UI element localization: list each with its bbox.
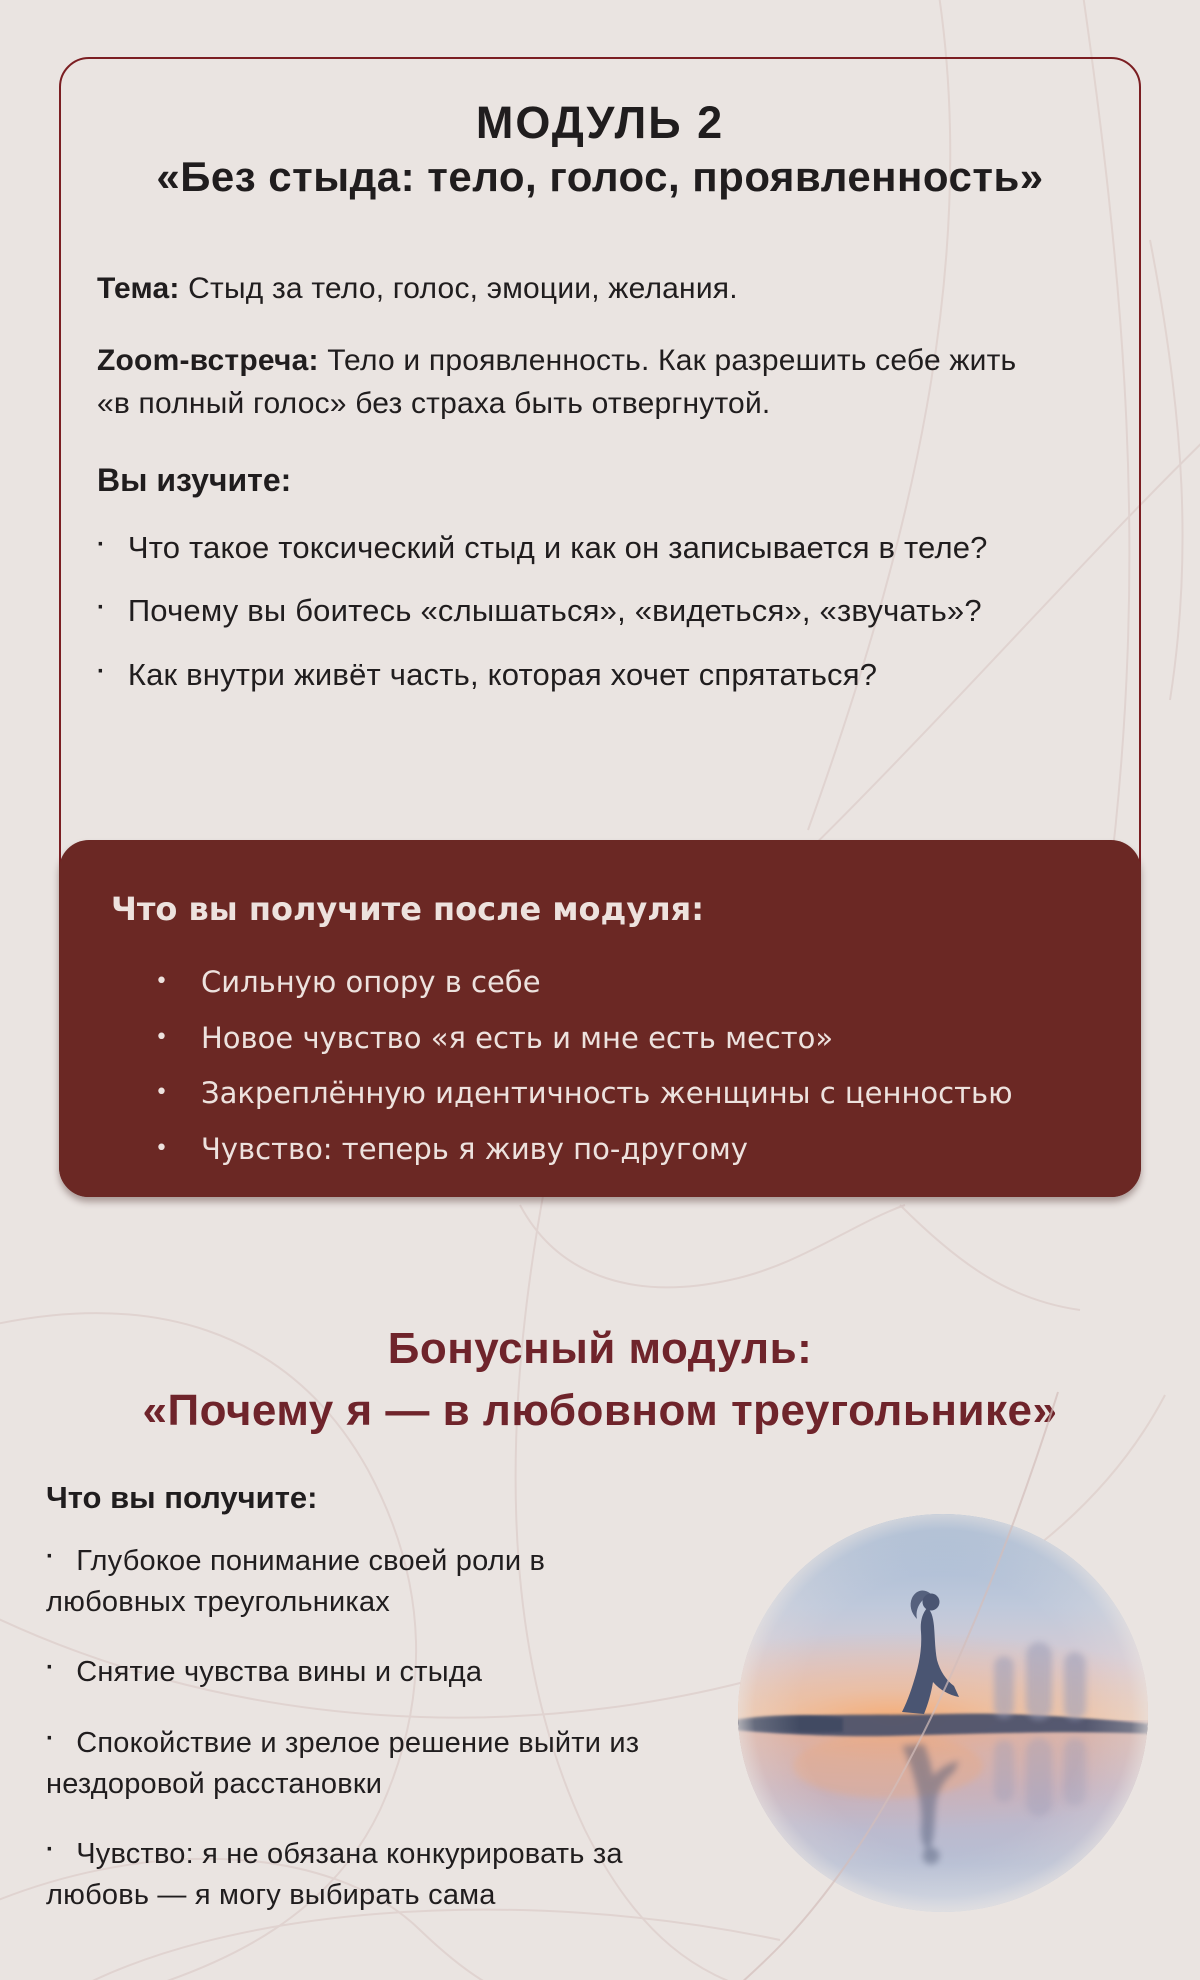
results-list (111, 962, 1101, 1170)
benefit-item (46, 1651, 656, 1693)
result-item-text: Сильную опору в себе (201, 965, 541, 999)
bullet-dot-icon: · (97, 658, 106, 686)
results-heading: Что вы получите после модуля: (111, 890, 704, 928)
bullet-dot-icon: · (46, 1724, 55, 1752)
bonus-title-line2: «Почему я — в любовном треугольнике» (142, 1386, 1058, 1436)
benefit-item (46, 1722, 656, 1805)
bullet-dot-icon: · (97, 594, 106, 622)
module-card-body (97, 221, 1105, 718)
bullet-icon: • (155, 1080, 168, 1106)
learn-item (97, 654, 1105, 696)
benefit-text: Снятие чувства вины и стыда (76, 1656, 483, 1689)
module-title: МОДУЛЬ 2 (475, 97, 725, 148)
bullet-icon: • (155, 969, 168, 994)
woman-silhouette-sunset-image (738, 1514, 1148, 1912)
benefit-text: Спокойствие и зрелое решение выйти из нездоровой расстановки (46, 1726, 640, 1800)
results-box (59, 840, 1141, 1197)
bullet-icon: • (155, 1024, 168, 1050)
bullet-icon: • (155, 1136, 168, 1162)
zoom-meeting-text: Тело и проявленность. Как разрешить себе жить «в полный голос» без страха быть отвергнутой. (97, 343, 1017, 420)
result-item-text: Новое чувство «я есть и мне есть место» (201, 1020, 834, 1055)
learn-item-text: Что такое токсический стыд и как он записывается в теле? (127, 529, 988, 565)
result-item (111, 1018, 1101, 1059)
benefit-text: Глубокое понимание своей роли в любовных треугольниках (46, 1545, 546, 1619)
bullet-dot-icon: · (46, 1654, 55, 1682)
bullet-dot-icon: · (97, 530, 106, 558)
learn-item-text: Почему вы боитесь «слышаться», «видеться», «звучать»? (127, 593, 982, 629)
zoom-meeting-paragraph (97, 339, 1057, 426)
bullet-dot-icon: · (46, 1543, 55, 1570)
theme-text: Стыд за тело, голос, эмоции, желания. (188, 272, 738, 305)
benefit-text: Чувство: я не обязана конкурировать за любовь — я могу выбирать сама (46, 1837, 623, 1912)
bullet-dot-icon: · (46, 1835, 55, 1863)
result-item (111, 1129, 1101, 1170)
theme-paragraph (97, 267, 1105, 311)
bonus-title-line1: Бонусный модуль: (387, 1324, 813, 1373)
module-subtitle: «Без стыда: тело, голос, проявленность» (156, 153, 1044, 200)
learn-item (97, 527, 1105, 569)
benefits-heading: Что вы получите: (46, 1480, 318, 1515)
learn-list (97, 527, 1105, 697)
learn-item-text: Как внутри живёт часть, которая хочет спрятаться? (127, 657, 878, 693)
result-item-text: Закреплённую идентичность женщины с ценностью (201, 1076, 1013, 1111)
bonus-module-title (0, 1318, 1200, 1443)
benefit-item (46, 1540, 656, 1623)
module-card (59, 57, 1141, 1197)
result-item (111, 1073, 1101, 1114)
learn-item (97, 590, 1105, 632)
zoom-meeting-label: Zoom-встреча: (97, 343, 319, 377)
result-item-text: Чувство: теперь я живу по-другому (201, 1132, 748, 1167)
bonus-benefits (46, 1480, 656, 1944)
result-item (111, 962, 1101, 1003)
theme-label: Тема: (97, 272, 180, 305)
learn-heading: Вы изучите: (97, 461, 292, 498)
benefit-item (46, 1833, 656, 1916)
sunset-illustration (738, 1514, 1148, 1912)
